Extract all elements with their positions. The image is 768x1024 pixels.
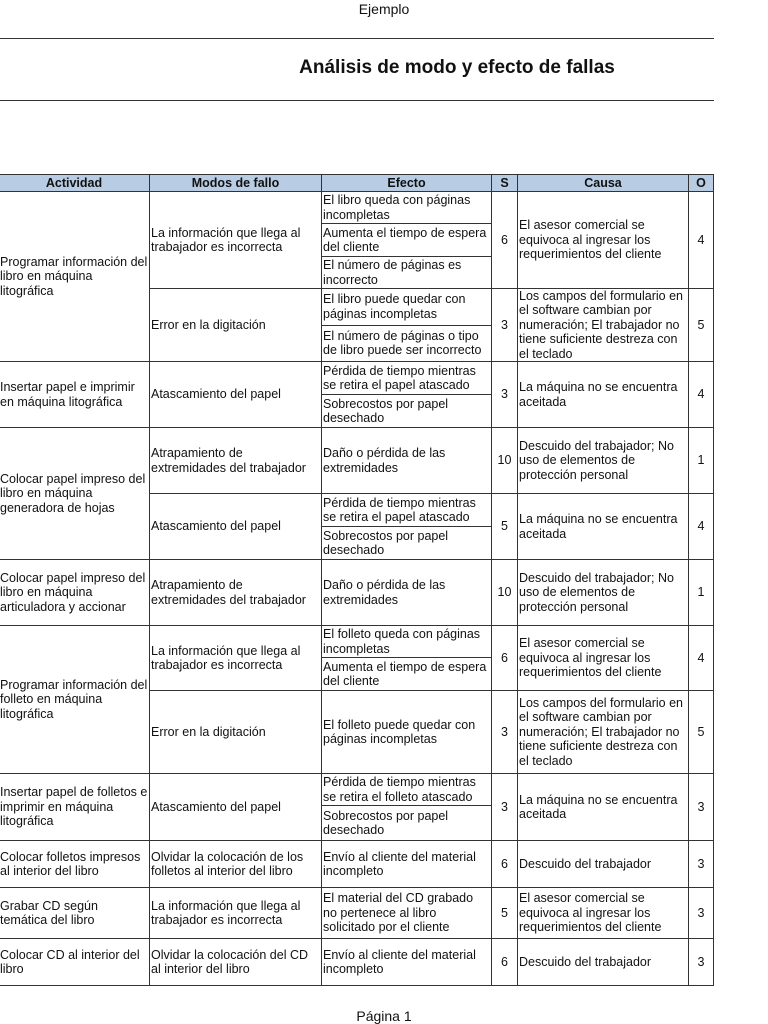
- causa-cell: Descuido del trabajador; No uso de elementos de protección personal: [518, 560, 689, 626]
- causa-cell: La máquina no se encuentra aceitada: [518, 774, 689, 841]
- page-title: Análisis de modo y efecto de fallas: [299, 57, 615, 78]
- modo-fallo-cell: Error en la digitación: [150, 691, 322, 774]
- header-divider-bottom: [0, 100, 714, 101]
- efecto-cell: Envío al cliente del material incompleto: [322, 841, 492, 888]
- modo-fallo-cell: Atrapamiento de extremidades del trabajador: [150, 428, 322, 494]
- severidad-cell: 5: [492, 494, 518, 560]
- header-modos-de-fallo: Modos de fallo: [150, 175, 322, 192]
- modo-fallo-cell: La información que llega al trabajador es incorrecta: [150, 626, 322, 691]
- table-row: [0, 626, 714, 658]
- efecto-cell: Pérdida de tiempo mientras se retira el papel atascado: [322, 494, 492, 527]
- ocurrencia-cell: 3: [689, 841, 714, 888]
- severidad-cell: 10: [492, 428, 518, 494]
- actividad-cell: Grabar CD según temática del libro: [0, 888, 150, 939]
- ocurrencia-cell: 4: [689, 192, 714, 289]
- header-causa: Causa: [518, 175, 689, 192]
- header-severidad: S: [492, 175, 518, 192]
- causa-cell: La máquina no se encuentra aceitada: [518, 494, 689, 560]
- table-row: [0, 888, 714, 939]
- efecto-cell: El número de páginas es incorrecto: [322, 257, 492, 289]
- efecto-cell: El folleto queda con páginas incompletas: [322, 626, 492, 658]
- causa-cell: El asesor comercial se equivoca al ingresar los requerimientos del cliente: [518, 626, 689, 691]
- causa-cell: El asesor comercial se equivoca al ingresar los requerimientos del cliente: [518, 888, 689, 939]
- causa-cell: Los campos del formulario en el software cambian por numeración; El trabajador no tiene suficiente destreza con el teclado: [518, 691, 689, 774]
- table-header-row: [0, 175, 714, 192]
- causa-cell: La máquina no se encuentra aceitada: [518, 362, 689, 428]
- efecto-cell: Aumenta el tiempo de espera del cliente: [322, 224, 492, 257]
- efecto-cell: El número de páginas o tipo de libro puede ser incorrecto: [322, 325, 492, 362]
- efecto-cell: Pérdida de tiempo mientras se retira el papel atascado: [322, 362, 492, 395]
- actividad-cell: Colocar folletos impresos al interior del libro: [0, 841, 150, 888]
- severidad-cell: 3: [492, 289, 518, 362]
- severidad-cell: 3: [492, 362, 518, 428]
- table-row: [0, 192, 714, 224]
- severidad-cell: 10: [492, 560, 518, 626]
- actividad-cell: Colocar papel impreso del libro en máquina articuladora y accionar: [0, 560, 150, 626]
- ocurrencia-cell: 5: [689, 691, 714, 774]
- severidad-cell: 6: [492, 626, 518, 691]
- actividad-cell: Insertar papel de folletos e imprimir en máquina litográfica: [0, 774, 150, 841]
- modo-fallo-cell: Atrapamiento de extremidades del trabajador: [150, 560, 322, 626]
- ocurrencia-cell: 4: [689, 494, 714, 560]
- ocurrencia-cell: 4: [689, 626, 714, 691]
- header-efecto: Efecto: [322, 175, 492, 192]
- modo-fallo-cell: Atascamiento del papel: [150, 362, 322, 428]
- fmea-table: [0, 174, 714, 986]
- ocurrencia-cell: 1: [689, 560, 714, 626]
- efecto-cell: Pérdida de tiempo mientras se retira el folleto atascado: [322, 774, 492, 806]
- efecto-cell: El folleto puede quedar con páginas incompletas: [322, 691, 492, 774]
- causa-cell: El asesor comercial se equivoca al ingresar los requerimientos del cliente: [518, 192, 689, 289]
- severidad-cell: 5: [492, 888, 518, 939]
- efecto-cell: Sobrecostos por papel desechado: [322, 395, 492, 428]
- modo-fallo-cell: Olvidar la colocación de los folletos al interior del libro: [150, 841, 322, 888]
- sheet-name: Ejemplo: [358, 1, 410, 17]
- table-row: [0, 841, 714, 888]
- causa-cell: Descuido del trabajador; No uso de elementos de protección personal: [518, 428, 689, 494]
- actividad-cell: Colocar papel impreso del libro en máquina generadora de hojas: [0, 428, 150, 560]
- causa-cell: Los campos del formulario en el software cambian por numeración; El trabajador no tiene suficiente destreza con el teclado: [518, 289, 689, 362]
- table-row: [0, 428, 714, 494]
- efecto-cell: Aumenta el tiempo de espera del cliente: [322, 658, 492, 691]
- modo-fallo-cell: La información que llega al trabajador es incorrecta: [150, 192, 322, 289]
- modo-fallo-cell: Atascamiento del papel: [150, 774, 322, 841]
- causa-cell: Descuido del trabajador: [518, 841, 689, 888]
- modo-fallo-cell: Error en la digitación: [150, 289, 322, 362]
- ocurrencia-cell: 4: [689, 362, 714, 428]
- table-row: [0, 560, 714, 626]
- ocurrencia-cell: 3: [689, 888, 714, 939]
- modo-fallo-cell: Olvidar la colocación del CD al interior del libro: [150, 939, 322, 986]
- severidad-cell: 6: [492, 192, 518, 289]
- actividad-cell: Programar información del libro en máquina litográfica: [0, 192, 150, 362]
- efecto-cell: El material del CD grabado no pertenece al libro solicitado por el cliente: [322, 888, 492, 939]
- efecto-cell: El libro puede quedar con páginas incompletas: [322, 289, 492, 326]
- ocurrencia-cell: 5: [689, 289, 714, 362]
- severidad-cell: 6: [492, 841, 518, 888]
- actividad-cell: Colocar CD al interior del libro: [0, 939, 150, 986]
- efecto-cell: El libro queda con páginas incompletas: [322, 192, 492, 224]
- modo-fallo-cell: Atascamiento del papel: [150, 494, 322, 560]
- severidad-cell: 3: [492, 774, 518, 841]
- modo-fallo-cell: La información que llega al trabajador es incorrecta: [150, 888, 322, 939]
- efecto-cell: Envío al cliente del material incompleto: [322, 939, 492, 986]
- header-actividad: Actividad: [0, 175, 150, 192]
- actividad-cell: Insertar papel e imprimir en máquina litográfica: [0, 362, 150, 428]
- efecto-cell: Sobrecostos por papel desechado: [322, 527, 492, 560]
- efecto-cell: Daño o pérdida de las extremidades: [322, 560, 492, 626]
- ocurrencia-cell: 1: [689, 428, 714, 494]
- efecto-cell: Daño o pérdida de las extremidades: [322, 428, 492, 494]
- causa-cell: Descuido del trabajador: [518, 939, 689, 986]
- table-row: [0, 362, 714, 395]
- table-row: [0, 774, 714, 806]
- actividad-cell: Programar información del folleto en máquina litográfica: [0, 626, 150, 774]
- header-divider-top: [0, 38, 714, 39]
- header-ocurrencia: O: [689, 175, 714, 192]
- severidad-cell: 6: [492, 939, 518, 986]
- page-number: Página 1: [356, 1008, 412, 1024]
- table-row: [0, 939, 714, 986]
- efecto-cell: Sobrecostos por papel desechado: [322, 806, 492, 841]
- ocurrencia-cell: 3: [689, 939, 714, 986]
- severidad-cell: 3: [492, 691, 518, 774]
- ocurrencia-cell: 3: [689, 774, 714, 841]
